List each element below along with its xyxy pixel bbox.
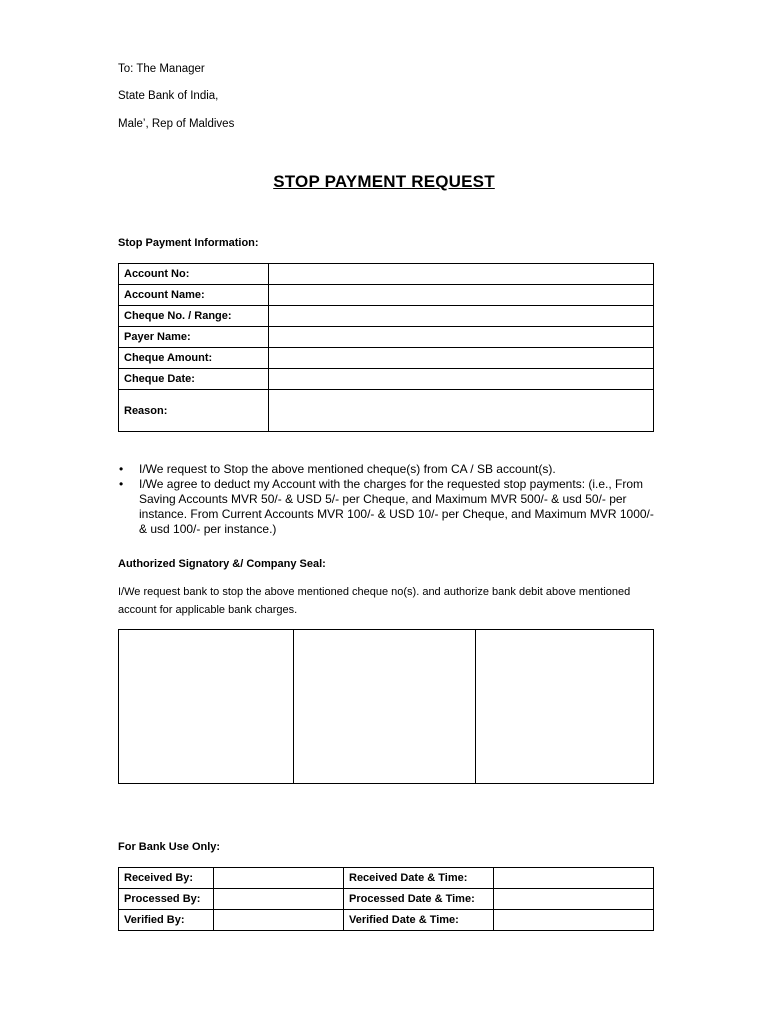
table-row <box>119 285 654 306</box>
account-name-label: Account Name: <box>119 285 269 306</box>
company-seal-box[interactable] <box>476 630 654 784</box>
account-no-label: Account No: <box>119 264 269 285</box>
account-name-field[interactable] <box>269 285 654 306</box>
list-item <box>118 477 658 537</box>
address-line-recipient: To: The Manager <box>118 63 205 75</box>
processed-by-label: Processed By: <box>119 889 214 910</box>
terms-list <box>118 462 658 537</box>
received-date-field[interactable] <box>494 868 654 889</box>
table-row <box>119 348 654 369</box>
table-row <box>119 306 654 327</box>
table-row <box>119 264 654 285</box>
verified-by-field[interactable] <box>214 910 344 931</box>
cheque-amount-field[interactable] <box>269 348 654 369</box>
stop-payment-info-heading: Stop Payment Information: <box>118 237 259 249</box>
payer-name-label: Payer Name: <box>119 327 269 348</box>
received-by-field[interactable] <box>214 868 344 889</box>
reason-label: Reason: <box>119 390 269 432</box>
cheque-date-label: Cheque Date: <box>119 369 269 390</box>
address-line-location: Male’, Rep of Maldives <box>118 118 235 130</box>
payer-name-field[interactable] <box>269 327 654 348</box>
cheque-amount-label: Cheque Amount: <box>119 348 269 369</box>
terms-item-text: I/We request to Stop the above mentioned cheque(s) from CA / SB account(s). <box>139 462 556 476</box>
bullet-icon: • <box>119 462 124 476</box>
table-row <box>119 327 654 348</box>
verified-date-label: Verified Date & Time: <box>344 910 494 931</box>
cheque-date-field[interactable] <box>269 369 654 390</box>
cheque-no-field[interactable] <box>269 306 654 327</box>
address-line-bank: State Bank of India, <box>118 90 219 102</box>
received-date-label: Received Date & Time: <box>344 868 494 889</box>
table-row <box>119 910 654 931</box>
bullet-icon: • <box>119 477 124 491</box>
verified-date-field[interactable] <box>494 910 654 931</box>
reason-field[interactable] <box>269 390 654 432</box>
authorized-signatory-heading: Authorized Signatory &/ Company Seal: <box>118 558 326 570</box>
table-row <box>119 889 654 910</box>
processed-date-field[interactable] <box>494 889 654 910</box>
processed-date-label: Processed Date & Time: <box>344 889 494 910</box>
account-no-field[interactable] <box>269 264 654 285</box>
bank-use-heading: For Bank Use Only: <box>118 841 221 853</box>
signature-box-2[interactable] <box>294 630 476 784</box>
authorization-paragraph: I/We request bank to stop the above mentioned cheque no(s). and authorize bank debit above mentioned account for applicable bank charges. <box>118 586 631 616</box>
verified-by-label: Verified By: <box>119 910 214 931</box>
cheque-no-label: Cheque No. / Range: <box>119 306 269 327</box>
processed-by-field[interactable] <box>214 889 344 910</box>
table-row <box>119 369 654 390</box>
table-row <box>119 868 654 889</box>
table-row <box>119 630 654 784</box>
table-row <box>119 390 654 432</box>
page-title: STOP PAYMENT REQUEST <box>273 172 495 191</box>
signature-table <box>118 629 654 784</box>
bank-use-table <box>118 867 654 931</box>
received-by-label: Received By: <box>119 868 214 889</box>
terms-item-text: I/We agree to deduct my Account with the charges for the requested stop payments: (i.e., From Saving Accounts MVR 50/- & USD 5/- per Cheque, and Maximum MVR 500/- & usd 50/- per instance. From Current Accounts MVR 100/- & USD 10/- per Cheque, and Maximum MVR 1000/- & usd 100/- per instance.) <box>139 477 654 536</box>
stop-payment-info-table <box>118 263 654 432</box>
signature-box-1[interactable] <box>119 630 294 784</box>
list-item <box>118 462 658 477</box>
